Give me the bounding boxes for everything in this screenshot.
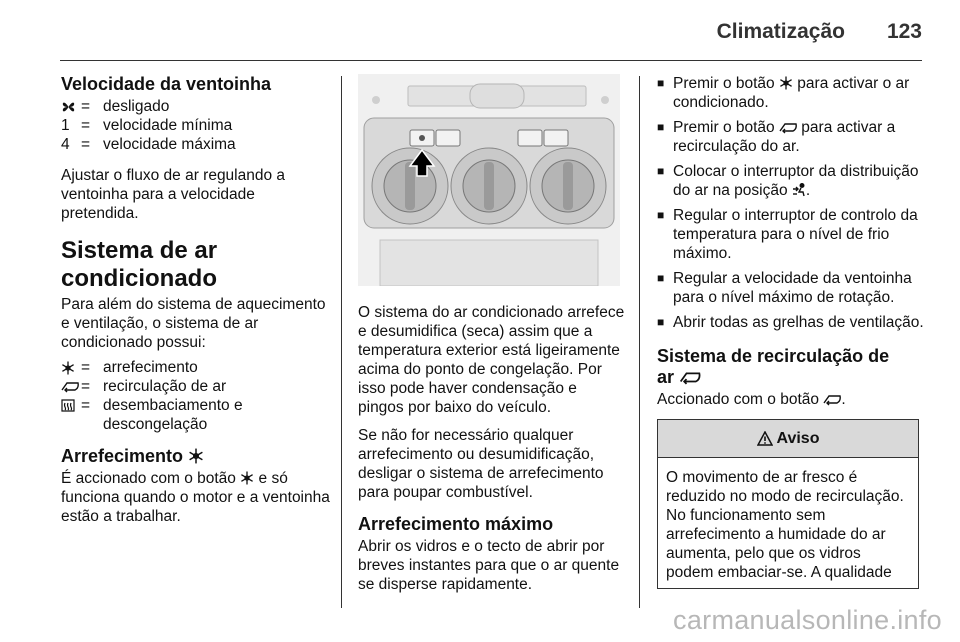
ac-description-paragraph: O sistema do ar condicionado arrefece e desumidifica (seca) assim que a temperatura exterior está ligeiramente acima do ponto de congelação. Por isso pode haver condensação e pingos por baixo do veículo.: [358, 304, 625, 416]
warning-body: [658, 458, 918, 588]
watermark: carmanualsonline.info: [673, 605, 942, 635]
column-2: [358, 74, 626, 603]
max-cooling-heading: Arrefecimento máximo: [358, 514, 554, 534]
snowflake-icon: [240, 471, 254, 485]
fan-speed-heading: Velocidade da ventoinha: [61, 74, 272, 94]
cooling-paragraph: É accionado com o botão e só funciona quando o motor e a ventoinha estão a trabalhar.: [61, 470, 330, 525]
warning-header: [658, 420, 918, 458]
cooling-heading: Arrefecimento: [61, 446, 331, 467]
chapter-title: Climatização: [716, 20, 845, 43]
fan-speed-paragraph: Ajustar o fluxo de ar regulando a ventoinha para a velocidade pretendida.: [61, 167, 286, 222]
definition-row: 1 = velocidade mínima: [61, 117, 233, 134]
column-divider-2: [639, 76, 640, 608]
climate-control-photo: [358, 74, 620, 286]
column-1: [61, 74, 331, 535]
recirculation-icon: [823, 394, 841, 406]
warning-triangle-icon: [757, 431, 773, 446]
definition-row: = desembaciamento e descongelação: [61, 396, 331, 434]
recirculation-icon: [61, 377, 81, 396]
air-distribution-icon: [792, 183, 806, 197]
definition-row: 4 = velocidade máxima: [61, 136, 236, 153]
list-item: ■ Colocar o interruptor da distribuição do ar na posição .: [657, 163, 919, 199]
list-item: ■ Regular o interruptor de controlo da temperatura para o nível de frio máximo.: [657, 207, 918, 262]
definition-row: = desligado: [61, 97, 331, 116]
recirculation-heading: Sistema de recirculação de ar: [657, 346, 890, 387]
warning-title: Aviso: [776, 430, 820, 447]
list-item: ■ Premir o botão para activar a recirculação do ar.: [657, 119, 896, 155]
list-item: ■ Regular a velocidade da ventoinha para o nível máximo de rotação.: [657, 270, 912, 306]
fan-off-icon: [61, 97, 81, 116]
max-cooling-paragraph: Abrir os vidros e o tecto de abrir por breves instantes para que o ar quente se disperse rapidamente.: [358, 538, 620, 593]
list-item: ■ Premir o botão para activar o ar condicionado.: [657, 75, 910, 111]
page-number: 123: [886, 20, 922, 43]
warning-box: [657, 419, 919, 589]
snowflake-icon: [779, 76, 793, 90]
definition-row: = arrefecimento: [61, 358, 331, 377]
column-divider-1: [341, 76, 342, 608]
fan-speed-definitions: [61, 97, 331, 154]
warning-text: O movimento de ar fresco é reduzido no modo de recirculação. No funcionamento sem arrefecimento a humidade do ar aumenta, pelo que os vidros podem embaciar-se. A qualidade: [666, 469, 904, 581]
recirculation-icon: [779, 122, 797, 134]
defrost-icon: [61, 396, 81, 434]
recirculation-icon: [679, 371, 701, 385]
snowflake-icon: [188, 448, 204, 464]
header-rule: [60, 60, 922, 61]
ac-definitions: [61, 358, 331, 434]
column-3: [657, 74, 927, 589]
definition-row: = recirculação de ar: [61, 377, 331, 396]
recirculation-paragraph: Accionado com o botão .: [657, 391, 846, 408]
list-item: ■ Abrir todas as grelhas de ventilação.: [657, 314, 924, 331]
page-header: [0, 0, 960, 62]
ac-system-heading: Sistema de ar condicionado: [61, 237, 218, 292]
ac-off-paragraph: Se não for necessário qualquer arrefecimento ou desumidificação, desligar o sistema de arrefecimento para poupar combustível.: [358, 427, 604, 501]
snowflake-icon: [61, 358, 81, 377]
ac-intro-paragraph: Para além do sistema de aquecimento e ventilação, o sistema de ar condicionado possui:: [61, 296, 326, 351]
